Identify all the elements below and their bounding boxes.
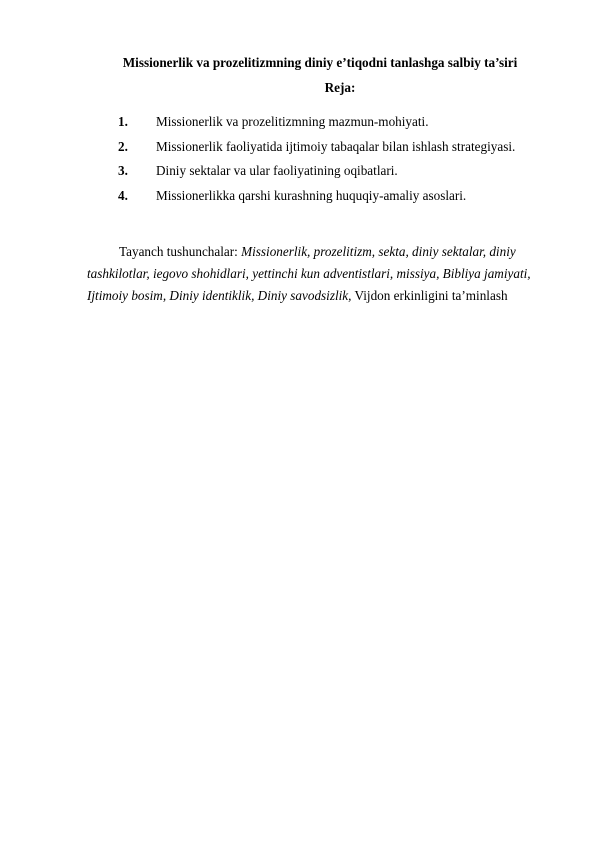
plan-item-text: Missionerlik faoliyatida ijtimoiy tabaqalar bilan ishlash strategiyasi. xyxy=(156,138,516,154)
plan-item xyxy=(118,188,515,213)
plan-item-number: 2. xyxy=(118,138,128,154)
document-title: Missionerlik va prozelitizmning diniy e’tiqodni tanlashga salbiy ta’siri xyxy=(122,55,518,70)
plan-item-text: Diniy sektalar va ular faoliyatining oqibatlari. xyxy=(156,163,398,178)
key-concepts-tail: Vijdon erkinligini ta’minlash xyxy=(351,288,508,303)
plan-item xyxy=(118,163,515,188)
plan-list xyxy=(118,114,515,212)
key-concepts-terms: tashkilotlar, iegovo shohidlari, yettinchi kun adventistlari, missiya, Bibliya jamiyati, xyxy=(87,266,531,281)
plan-item-text: Missionerlikka qarshi kurashning huquqiy-amaliy asoslari. xyxy=(156,187,467,203)
key-concepts-terms: Missionerlik, prozelitizm, sekta, diniy sektalar, diniy xyxy=(241,244,516,259)
key-concepts-label: Tayanch tushunchalar: xyxy=(119,244,242,259)
key-concepts-line xyxy=(87,285,551,307)
plan-item-number: 3. xyxy=(118,163,128,178)
plan-heading: Reja: xyxy=(324,80,356,95)
key-concepts-line xyxy=(87,263,551,285)
plan-item-number: 1. xyxy=(118,114,128,129)
plan-item xyxy=(118,139,515,164)
key-concepts-terms: Ijtimoiy bosim, Diniy identiklik, Diniy savodsizlik, xyxy=(87,288,352,303)
key-concepts-paragraph xyxy=(87,241,551,307)
key-concepts-line xyxy=(87,241,551,263)
plan-item xyxy=(118,114,515,139)
plan-item-number: 4. xyxy=(118,187,128,203)
plan-item-text: Missionerlik va prozelitizmning mazmun-mohiyati. xyxy=(156,114,429,129)
